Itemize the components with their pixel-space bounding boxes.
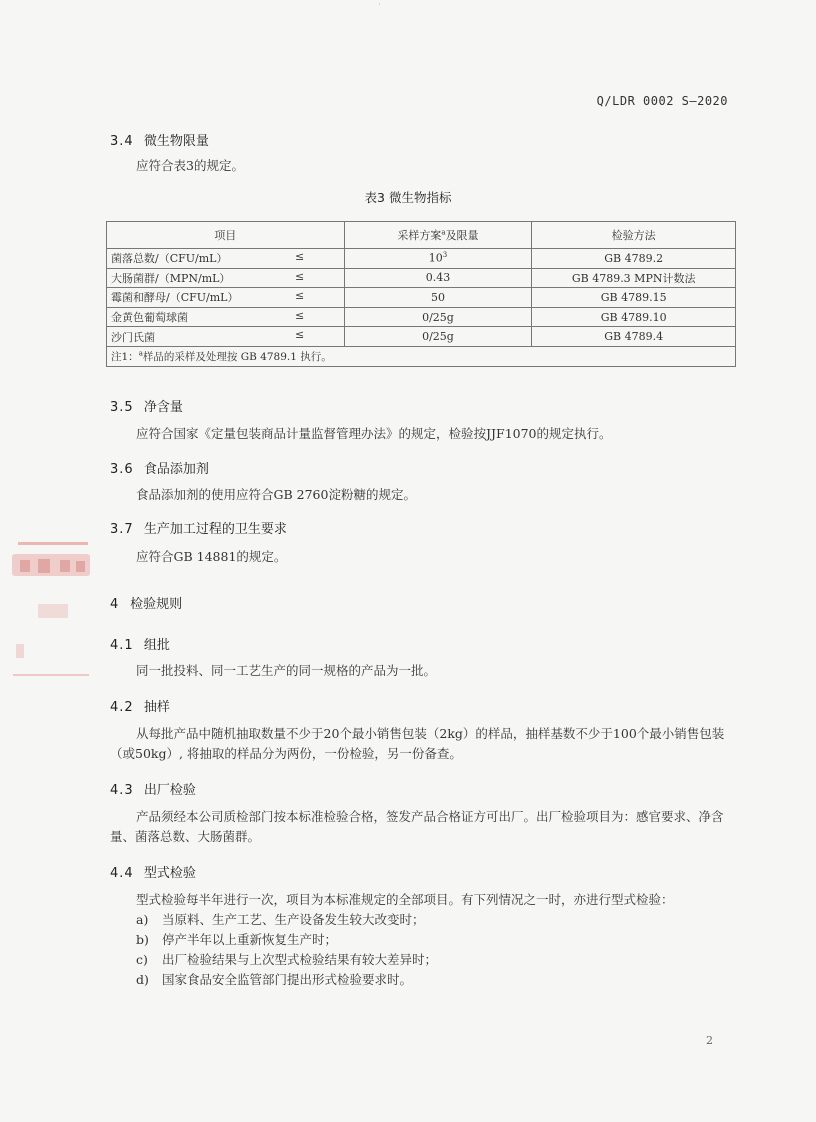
row-item xyxy=(107,288,345,308)
list-text: 出厂检验结果与上次型式检验结果有较大差异时； xyxy=(162,952,438,967)
list-item xyxy=(110,930,738,950)
row-limit xyxy=(344,249,532,269)
paragraph: 应符合GB 14881的规定。 xyxy=(136,549,287,564)
le-symbol: ≤ xyxy=(295,250,305,263)
list-text: 当原料、生产工艺、生产设备发生较大改变时； xyxy=(162,912,425,927)
section-3-4-text xyxy=(110,156,738,176)
le-symbol: ≤ xyxy=(295,289,305,303)
section-3-5-heading xyxy=(110,396,183,415)
table-3-title: 表3 微生物指标 xyxy=(364,190,452,205)
row-item xyxy=(107,249,345,269)
section-number: 3.7 xyxy=(110,522,134,537)
note-label: 注1： xyxy=(111,350,139,363)
section-number: 3.6 xyxy=(110,462,134,477)
section-number: 3.5 xyxy=(110,400,134,415)
section-number: 4.2 xyxy=(110,700,134,715)
section-number: 4.1 xyxy=(110,638,134,653)
row-item-label: 大肠菌群/（MPN/mL） xyxy=(111,271,231,285)
list-marker: d) xyxy=(136,972,149,987)
header-method: 检验方法 xyxy=(532,222,736,249)
section-title: 净含量 xyxy=(143,400,183,415)
paragraph: 同一批投料、同一工艺生产的同一规格的产品为一批。 xyxy=(136,663,437,678)
row-item xyxy=(107,327,345,347)
section-title: 生产加工过程的卫生要求 xyxy=(143,522,287,537)
table-row xyxy=(107,268,736,288)
list-text: 国家食品安全监管部门提出形式检验要求时。 xyxy=(162,972,413,987)
note-text: 样品的采样及处理按 GB 4789.1 执行。 xyxy=(142,350,332,363)
header-limit xyxy=(344,222,532,249)
section-3-4-heading xyxy=(110,130,209,149)
section-number: 3.4 xyxy=(110,134,134,149)
list-item xyxy=(110,950,738,970)
header-item: 项目 xyxy=(107,222,345,249)
row-item-label: 霉菌和酵母/（CFU/mL） xyxy=(111,291,239,305)
paragraph: 食品添加剂的使用应符合GB 2760淀粉糖的规定。 xyxy=(136,487,416,502)
table-row xyxy=(107,327,736,347)
row-item xyxy=(107,268,345,288)
table-note-row xyxy=(107,346,736,366)
section-title: 抽样 xyxy=(143,700,170,715)
section-4-1-text xyxy=(110,661,738,681)
section-title: 微生物限量 xyxy=(143,134,209,149)
section-number: 4.4 xyxy=(110,866,134,881)
paragraph: 型式检验每半年进行一次，项目为本标准规定的全部项目。有下列情况之一时，亦进行型式检验： xyxy=(136,892,674,907)
section-3-7-heading xyxy=(110,518,287,537)
row-limit: 0.43 xyxy=(344,268,532,288)
table-row xyxy=(107,249,736,269)
row-item-label: 菌落总数/（CFU/mL） xyxy=(111,252,228,266)
section-4-heading xyxy=(110,593,182,612)
section-3-7-text xyxy=(110,547,738,567)
page-number: 2 xyxy=(706,1034,713,1047)
le-symbol: ≤ xyxy=(295,269,305,283)
section-4-2-text: 从每批产品中随机抽取数量不少于20个最小销售包装（2kg）的样品，抽样基数不少于100个最小销售包装（或50kg）, 将抽取的样品分为两份，一份检验，另一份备查。 xyxy=(110,726,725,761)
paragraph: 应符合国家《定量包装商品计量监督管理办法》的规定，检验按JJF1070的规定执行。 xyxy=(136,426,612,441)
section-4-3-heading xyxy=(110,779,196,798)
binder-mark: · xyxy=(378,0,381,10)
row-limit: 0/25g xyxy=(344,307,532,327)
section-title: 检验规则 xyxy=(130,597,183,612)
row-limit: 50 xyxy=(344,288,532,308)
limit-sup: 3 xyxy=(442,251,448,260)
paragraph: 应符合表3的规定。 xyxy=(136,158,244,173)
section-4-2-heading xyxy=(110,696,170,715)
table-note xyxy=(107,346,736,366)
document-code: Q/LDR 0002 S—2020 xyxy=(596,94,728,108)
section-title: 型式检验 xyxy=(143,866,196,881)
row-method: GB 4789.10 xyxy=(532,307,736,327)
note-sup: a xyxy=(138,349,143,358)
section-title: 组批 xyxy=(143,638,170,653)
le-symbol: ≤ xyxy=(295,328,305,342)
section-3-6-heading xyxy=(110,458,209,477)
row-method: GB 4789.15 xyxy=(532,288,736,308)
section-3-5-text xyxy=(110,424,738,444)
row-limit: 0/25g xyxy=(344,327,532,347)
section-4-4-heading xyxy=(110,862,196,881)
table-row xyxy=(107,288,736,308)
seal-stamp xyxy=(8,532,94,682)
header-limit-b: 及限量 xyxy=(445,229,479,242)
microbe-table xyxy=(106,221,736,367)
section-title: 出厂检验 xyxy=(143,783,196,798)
header-sup: a xyxy=(441,228,446,237)
list-item xyxy=(110,970,738,990)
le-symbol: ≤ xyxy=(295,308,305,322)
section-number: 4 xyxy=(110,597,120,612)
table-row xyxy=(107,307,736,327)
limit-base: 10 xyxy=(428,252,443,266)
row-method: GB 4789.4 xyxy=(532,327,736,347)
row-item xyxy=(107,307,345,327)
section-3-6-text xyxy=(110,485,738,505)
section-4-3-text: 产品须经本公司质检部门按本标准检验合格，签发产品合格证方可出厂。出厂检验项目为：感官要求、净含量、菌落总数、大肠菌群。 xyxy=(110,809,724,844)
section-number: 4.3 xyxy=(110,783,134,798)
row-method: GB 4789.3 MPN计数法 xyxy=(532,268,736,288)
section-4-1-heading xyxy=(110,634,170,653)
list-marker: c) xyxy=(136,952,148,967)
table-header-row xyxy=(107,222,736,249)
section-title: 食品添加剂 xyxy=(143,462,209,477)
header-limit-a: 采样方案 xyxy=(397,229,442,242)
row-method: GB 4789.2 xyxy=(532,249,736,269)
row-item-label: 沙门氏菌 xyxy=(111,330,155,344)
list-item xyxy=(110,910,738,930)
list-text: 停产半年以上重新恢复生产时； xyxy=(162,932,338,947)
section-4-4-text xyxy=(110,890,738,990)
list-marker: a) xyxy=(136,912,149,927)
row-item-label: 金黄色葡萄球菌 xyxy=(111,311,188,325)
list-marker: b) xyxy=(136,932,149,947)
